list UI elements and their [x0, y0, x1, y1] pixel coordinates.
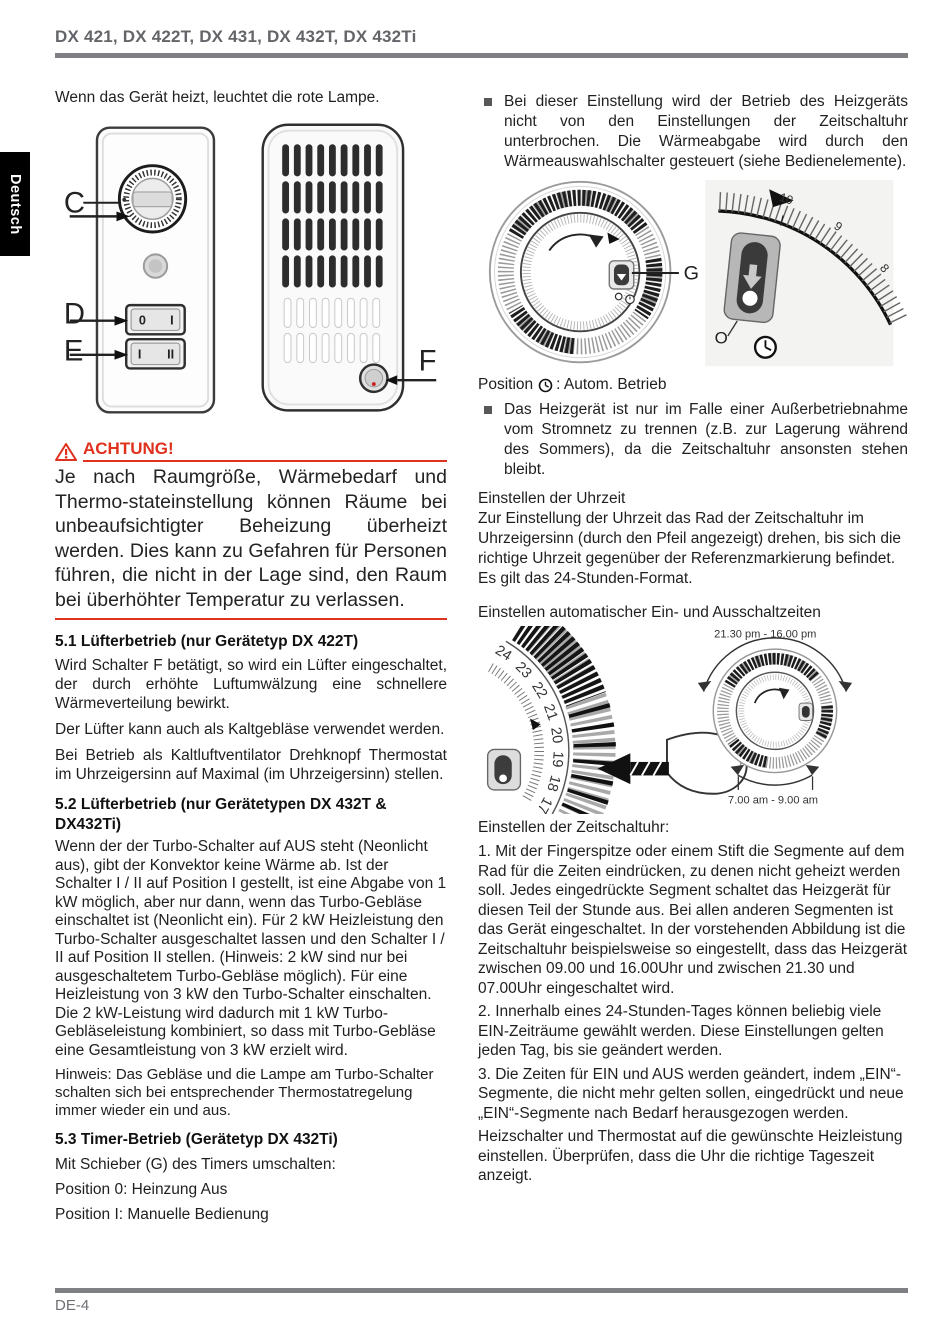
label-c: C: [63, 187, 85, 220]
section-5-1-p3: Bei Betrieb als Kaltluftventilator Drehknopf Thermostat im Uhrzeigersinn auf Maximal (im Uhrzeigersinn) stellen.: [55, 747, 447, 783]
timer-dial-illustration: [490, 182, 699, 363]
warning-block: [55, 439, 447, 620]
auto-times-figure: [478, 626, 908, 814]
section-5-1-p1: Wird Schalter F betätigt, so wird ein Lüfter eingeschaltet, der durch erhöhte Luftumwälzung eine schnellere Wärmeverteilung bewirkt.: [55, 657, 447, 712]
power-switch-d: [126, 305, 184, 334]
switch-d-on-label: I: [170, 313, 174, 328]
timer-step-3: 3. Die Zeiten für EIN und AUS werden geändert, indem „EIN“-Segmente, die nicht mehr gelten sollen, eingedrückt und neue „EIN“-Segmente nach Bedarf herausgezogen werden.: [478, 1065, 904, 1122]
on-span-bracket-bottom: [738, 775, 812, 785]
bullet-disconnect-text: Das Heizgerät ist nur im Falle einer Außerbetriebnahme vom Stromnetz zu trennen (z.B. zur Lagerung während des Sommers), da die Zeitschaltuhr ansonsten stehen bleibt.: [504, 401, 908, 478]
segment-closeup-illustration: [488, 626, 747, 814]
language-tab: [0, 152, 30, 256]
timer-figure: [478, 178, 908, 368]
section-5-1-p2: Der Lüfter kann auch als Kaltgebläse verwendet werden.: [55, 721, 445, 738]
footer-rule: [55, 1288, 908, 1293]
power-switch-e: [126, 339, 184, 368]
on-period-caption-top: 21.30 pm - 16.00 pm: [714, 628, 817, 641]
clock-symbol-icon: [755, 337, 776, 358]
detail-label-i: I: [777, 212, 786, 230]
bullet-square-icon: [484, 406, 492, 414]
control-panel-illustration: [64, 128, 214, 413]
thermostat-dial-icon: [119, 166, 185, 232]
closeup-number: 21: [539, 702, 561, 723]
timer-step-1: 1. Mit der Fingerspitze oder einem Stift die Segmente auf dem Rad für die Zeiten eindrücken, zu denen nicht geheizt werden soll. Jedes eingedrückte Segment schaltet das Heizgerät für diesen Teil der Stunde aus. Bei allen anderen Segmenten ist das Gerät eingeschaltet. In der vorstehenden Abbildung ist die Zeitschaltuhr beispielsweise so eingestellt, dass das Heizgerät zwischen 09.00 und 16.00Uhr und zwischen 21.30 und 07.00Uhr eingeschaltet wird.: [478, 843, 908, 997]
section-5-3-line3: Position I: Manuelle Bedienung: [55, 1206, 269, 1223]
fan-button-icon: [360, 365, 387, 392]
warning-triangle-icon: [55, 442, 77, 462]
auto-times-heading: Einstellen automatischer Ein- und Ausschaltzeiten: [478, 604, 821, 621]
closeup-slider-icon: [488, 749, 521, 789]
detail-number-9: 9: [831, 218, 845, 235]
section-5-1-heading: 5.1 Lüfterbetrieb (nur Gerätetyp DX 422T): [55, 633, 359, 650]
position-suffix: : Autom. Betrieb: [556, 376, 667, 393]
label-d: D: [63, 298, 85, 331]
timer-step-2: 2. Innerhalb eines 24-Stunden-Tages können beliebig viele EIN-Zeiträume gewählt werden. Diese Einstellungen gelten jeden Tag, bis sie geändert werden.: [478, 1003, 884, 1059]
switch-e-ii-label: II: [167, 347, 175, 362]
intro-sentence: Wenn das Gerät heizt, leuchtet die rote Lampe.: [55, 89, 380, 106]
detail-number-8: 8: [876, 261, 893, 276]
label-e: E: [63, 335, 84, 368]
switch-d-off-label: 0: [138, 313, 146, 328]
on-period-caption-bottom: 7.00 am - 9.00 am: [728, 794, 818, 807]
position-auto-line: [478, 376, 908, 394]
closeup-number: 18: [543, 773, 564, 794]
detail-label-o: O: [714, 328, 728, 348]
section-5-3-line2: Position 0: Heinzung Aus: [55, 1181, 228, 1198]
set-time-heading: Einstellen der Uhrzeit: [478, 490, 626, 507]
detail-slider-icon: [723, 232, 781, 323]
bullet-heat-control: [478, 92, 908, 172]
auto-times-figure-svg: [478, 626, 908, 814]
bullet-disconnect: [478, 400, 908, 480]
closeup-number: 22: [528, 679, 551, 702]
section-5-2-p2: Hinweis: Das Gebläse und die Lampe am Turbo-Schalter schalten sich bei entsprechender Thermostatregelung immer wieder ein und aus.: [55, 1066, 434, 1119]
slider-detail-illustration: [705, 180, 899, 366]
section-5-3-line1: Mit Schieber (G) des Timers umschalten:: [55, 1156, 336, 1173]
language-tab-label: Deutsch: [7, 173, 23, 235]
detail-number-10: 10: [777, 190, 795, 208]
final-check-paragraph: Heizschalter und Thermostat auf die gewünschte Heizleistung einstellen. Überprüfen, dass die Uhr die richtige Tageszeit anzeigt.: [478, 1128, 903, 1184]
set-timer-heading: Einstellen der Zeitschaltuhr:: [478, 819, 670, 836]
label-g: G: [683, 262, 699, 285]
section-5-3-heading: 5.3 Timer-Betrieb (Gerätetyp DX 432Ti): [55, 1131, 338, 1148]
warning-title: ACHTUNG!: [83, 439, 174, 458]
page-header-models: DX 421, DX 422T, DX 431, DX 432T, DX 432Ti: [55, 27, 417, 46]
device-figure: [55, 115, 447, 425]
switch-e-i-label: I: [137, 347, 142, 362]
indicator-lamp-icon: [144, 254, 167, 277]
label-f: F: [418, 345, 437, 378]
closeup-number: 23: [511, 659, 535, 682]
header-rule: [55, 53, 908, 58]
left-column: [55, 88, 447, 1224]
heater-front-illustration: [263, 125, 437, 411]
closeup-number: 19: [548, 750, 566, 768]
position-prefix: Position: [478, 376, 534, 393]
timer-figure-svg: [478, 178, 908, 368]
warning-body: Je nach Raumgröße, Wärmebedarf und Thermo-stateinstellung können Räume bei unbeaufsichtigter Beheizung überheizt werden. Dies kann zu Gefahren für Personen führen, die nicht in der Lage sind, den Raum bei überhöhter Temperatur zu verlassen.: [55, 465, 447, 620]
section-5-2-p1: Wenn der der Turbo-Schalter auf AUS steht (Neonlicht aus), gibt der Konvektor keine Wärme ab. Ist der Schalter I / II auf Position I gestellt, ist eine Abgabe von 1 kW möglich, aber nur dann, wenn das Turbo-Gebläse einschaltet ist (Neonlicht ein). Für 2 kW Heizleistung den Turbo-Schalter ausgeschaltet lassen und den Schalter I / II auf Position II stellen. (Hinweis: 2 kW sind nur bei ausgeschaltetem Turbo-Gebläse möglich). Für eine Heizleistung von 3 kW den Turbo-Schalter einschalten. Die 2 kW-Leistung wird dadurch mit 1 kW Turbo-Gebläseleistung kombiniert, so dass mit Turbo-Gebläse eine Gesamtleistung von 3 kW erzielt wird.: [55, 838, 447, 1059]
bullet-heat-control-text: Bei dieser Einstellung wird der Betrieb des Heizgeräts nicht von den Einstellungen der Zeitschaltuhr unterbrochen. Die Wärmeabgabe wird durch den Wärmeauswahlschalter gesteuert (siehe Bedienelemente).: [504, 93, 908, 170]
closeup-number: 20: [547, 726, 566, 745]
closeup-number: 17: [533, 794, 556, 814]
right-column: [478, 92, 908, 1186]
clock-icon: [538, 378, 553, 393]
device-figure-svg: [55, 115, 447, 425]
footer-page-number: DE-4: [55, 1297, 90, 1314]
mini-slider-icon: [799, 703, 812, 720]
set-time-body: Zur Einstellung der Uhrzeit das Rad der Zeitschaltuhr im Uhrzeigersinn (durch den Pfeil angezeigt) drehen, bis sich die richtige Uhrzeit gegenüber der Referenzmarkierung befindet. Es gilt das 24-Stunden-Format.: [478, 510, 902, 587]
closeup-number: 24: [492, 642, 515, 665]
section-5-2-heading: 5.2 Lüfterbetrieb (nur Gerätetypen DX 432T & DX432Ti): [55, 796, 387, 833]
bullet-square-icon: [484, 98, 492, 106]
